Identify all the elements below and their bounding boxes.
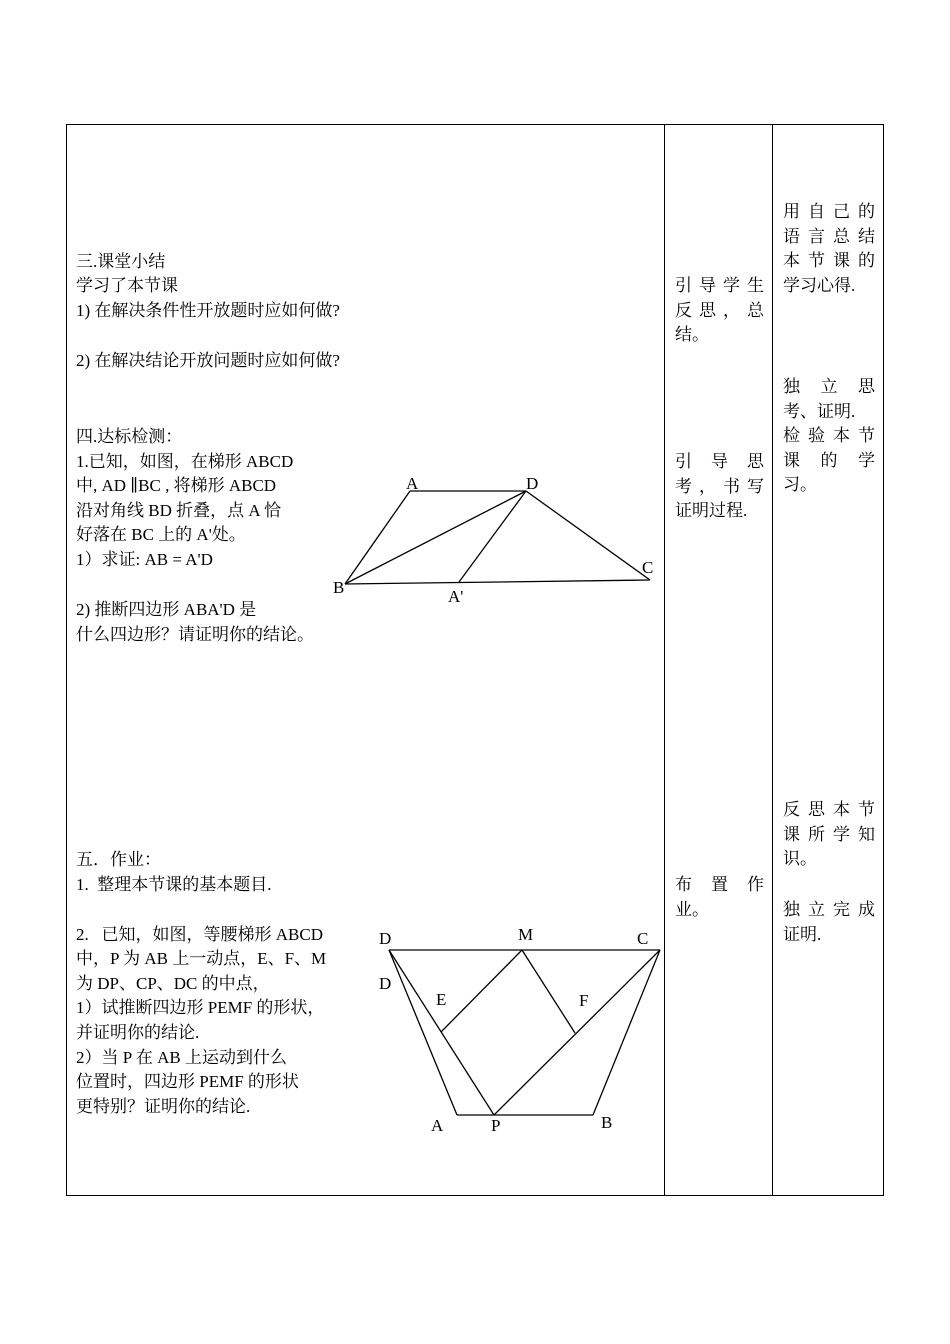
student-activity-homework: 独 立 完 成 证明. — [783, 900, 875, 944]
homework-line: 更特别？证明你的结论. — [76, 1097, 251, 1116]
teacher-activity-homework: 布 置 作 业。 — [675, 875, 764, 919]
check-problem-line: 沿对角线 BD 折叠，点 A 恰 — [76, 501, 281, 520]
fig2-label-D: D — [379, 929, 392, 948]
fig2-label-B: B — [601, 1113, 613, 1132]
homework-line: 2）当 P 在 AB 上运动到什么 — [76, 1048, 287, 1067]
check-problem-line: 1.已知，如图，在梯形 ABCD — [76, 452, 294, 471]
check-problem-line: 中, AD ∥BC , 将梯形 ABCD — [76, 476, 277, 495]
fig1-label-D: D — [526, 474, 539, 493]
fig1-label-C: C — [642, 558, 654, 577]
fig1-label-B: B — [333, 578, 345, 597]
fig2-label-D-duplicate: D — [379, 974, 392, 993]
fig1-label-A-prime: A' — [448, 587, 464, 606]
teacher-activity-check: 引 导 思 考 ， 书 写 证明过程. — [675, 452, 764, 521]
homework-line: 2. 已知，如图，等腰梯形 ABCD — [76, 925, 323, 944]
check-problem-line: 2) 推断四边形 ABA'D 是 — [76, 600, 257, 619]
summary-question-2: 2) 在解决结论开放问题时应如何做? — [76, 351, 340, 370]
fig2-label-P: P — [491, 1116, 501, 1135]
fig2-label-M: M — [518, 925, 534, 944]
homework-line: 中，P 为 AB 上一动点，E、F、M — [76, 949, 327, 968]
fig2-label-F: F — [579, 991, 589, 1010]
homework-line: 为 DP、CP、DC 的中点， — [76, 974, 270, 993]
homework-line: 并证明你的结论. — [76, 1023, 200, 1042]
fig1-label-A: A — [406, 474, 419, 493]
homework-line: 1）试推断四边形 PEMF 的形状， — [76, 998, 325, 1017]
summary-heading: 三.课堂小结 — [76, 252, 166, 271]
student-activity-check: 独 立 思 考、证明. 检 验 本 节 课 的 学 习。 — [783, 377, 875, 495]
check-problem-line: 好落在 BC 上的 A'处。 — [76, 525, 246, 544]
check-heading: 四.达标检测： — [76, 427, 183, 446]
student-activity-reflect: 反 思 本 节 课 所 学 知 识。 — [783, 800, 875, 869]
fig2-label-E: E — [436, 990, 447, 1009]
summary-intro: 学习了本节课 — [76, 276, 178, 295]
homework-line: 位置时，四边形 PEMF 的形状 — [76, 1072, 299, 1091]
student-activity-summary: 用 自 己 的 语 言 总 结 本 节 课 的 学习心得. — [783, 202, 875, 295]
check-problem-line: 1）求证: AB = A'D — [76, 550, 213, 569]
fig2-label-A: A — [431, 1116, 444, 1135]
homework-item-1: 1. 整理本节课的基本题目. — [76, 875, 272, 894]
fig2-label-C: C — [637, 929, 649, 948]
homework-heading: 五．作业： — [76, 850, 161, 869]
teacher-activity-summary: 引 导 学 生 反 思 ， 总 结。 — [675, 276, 764, 345]
check-problem-line: 什么四边形？请证明你的结论。 — [76, 625, 314, 644]
summary-question-1: 1) 在解决条件性开放题时应如何做? — [76, 301, 340, 320]
